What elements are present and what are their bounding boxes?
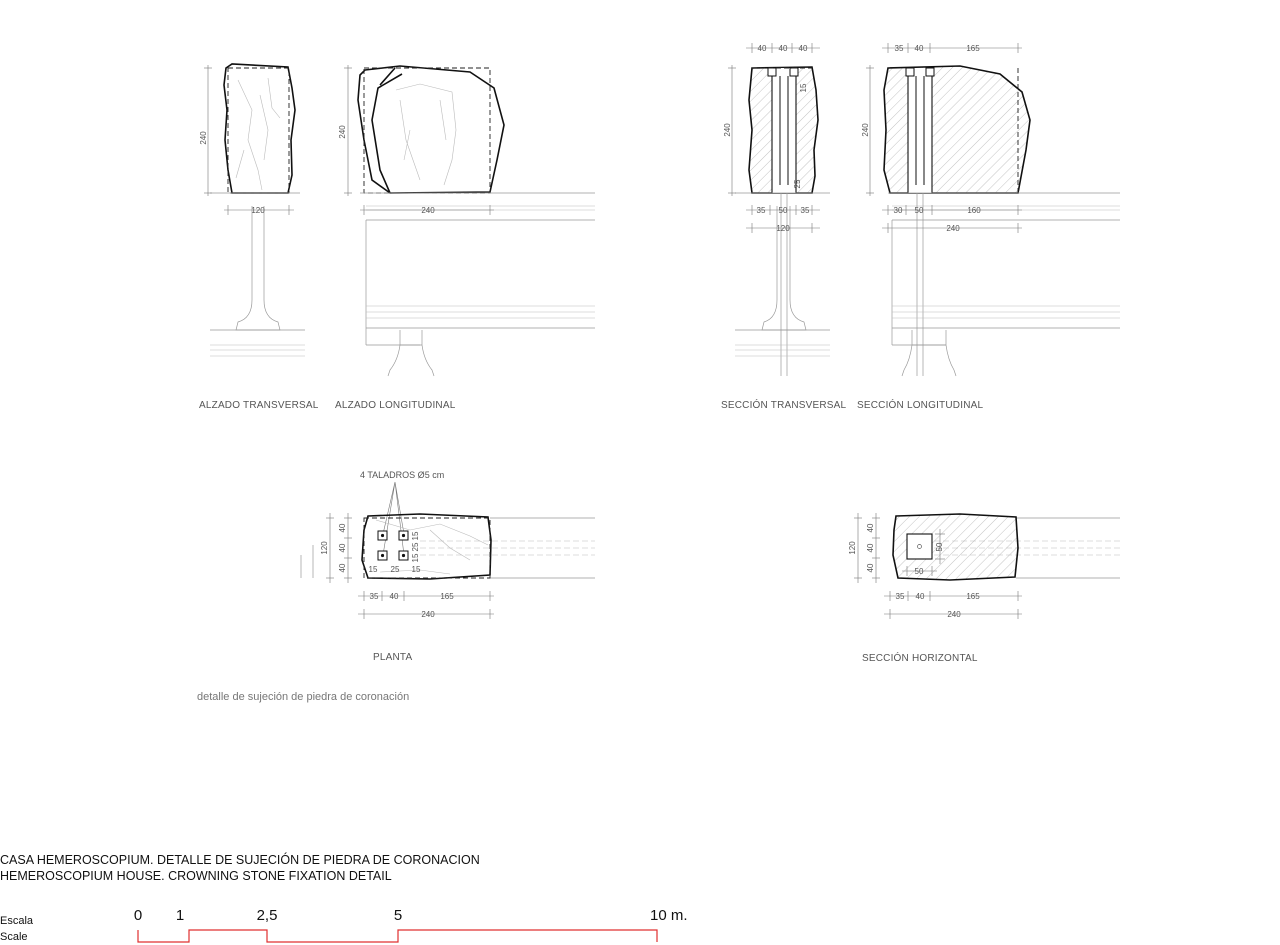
al-width-dim: 240 [421, 206, 435, 215]
pl-inner-dim-3: 15 [411, 565, 421, 574]
planta-view [301, 470, 595, 663]
pl-inner-dim-2: 25 [390, 565, 400, 574]
pl-left-dim-3: 40 [338, 563, 347, 573]
pl-inner-dim-1: 15 [368, 565, 378, 574]
taladros-callout: 4 TALADROS Ø5 cm [360, 470, 445, 480]
sl-total-dim: 240 [946, 224, 960, 233]
st-height-dim: 240 [723, 123, 732, 137]
scale-tick-0: 0 [133, 907, 143, 924]
planta-label: PLANTA [373, 652, 413, 663]
seccion-transversal-view [721, 43, 847, 411]
detail-note: detalle de sujeción de piedra de coronación [197, 691, 410, 703]
al-height-dim: 240 [338, 125, 347, 139]
seccion-horizontal-label: SECCIÓN HORIZONTAL [862, 653, 978, 664]
sl-bottom-dim-3: 160 [967, 206, 981, 215]
title-line-1: CASA HEMEROSCOPIUM. DETALLE DE SUJECIÓN DE PIEDRA DE CORONACION [0, 853, 480, 867]
scale-bar [0, 907, 688, 943]
alzado-transversal-view [199, 64, 319, 411]
sl-top-dim-1: 35 [894, 44, 904, 53]
pl-total-dim: 240 [421, 610, 435, 619]
pl-left-total: 120 [320, 541, 329, 555]
st-top-dim-1: 40 [757, 44, 767, 53]
st-bottom-dim-2: 50 [778, 206, 788, 215]
pl-inner-side-3: 15 [411, 553, 420, 563]
st-bottom-dim-1: 35 [756, 206, 766, 215]
sh-total-dim: 240 [947, 610, 961, 619]
sh-bottom-dim-2: 40 [915, 592, 925, 601]
st-top-dim-2: 40 [778, 44, 788, 53]
at-height-dim: 240 [199, 131, 208, 145]
alzado-longitudinal-view [335, 65, 595, 411]
alzado-transversal-label: ALZADO TRANSVERSAL [199, 400, 319, 411]
sl-bottom-dim-2: 50 [914, 206, 924, 215]
sh-left-dim-2: 40 [866, 543, 875, 553]
sh-bottom-dim-1: 35 [895, 592, 905, 601]
pl-left-dim-1: 40 [338, 523, 347, 533]
sl-height-dim: 240 [861, 123, 870, 137]
title-line-2: HEMEROSCOPIUM HOUSE. CROWNING STONE FIXATION DETAIL [0, 869, 392, 883]
seccion-longitudinal-label: SECCIÓN LONGITUDINAL [857, 400, 984, 411]
scale-label-en: Scale [0, 931, 28, 943]
st-inner-dim: 25 [793, 179, 802, 189]
scale-tick-10: 10 m. [650, 907, 688, 924]
pl-bottom-dim-3: 165 [440, 592, 454, 601]
sl-bottom-dim-1: 30 [893, 206, 903, 215]
pl-bottom-dim-1: 35 [369, 592, 379, 601]
alzado-longitudinal-label: ALZADO LONGITUDINAL [335, 400, 456, 411]
pl-bottom-dim-2: 40 [389, 592, 399, 601]
sh-left-total: 120 [848, 541, 857, 555]
st-bottom-dim-3: 35 [800, 206, 810, 215]
st-top-dims [752, 43, 812, 53]
scale-label-es: Escala [0, 915, 34, 927]
sl-top-dim-3: 165 [966, 44, 980, 53]
seccion-transversal-label: SECCIÓN TRANSVERSAL [721, 400, 847, 411]
pl-inner-side-1: 15 [411, 531, 420, 541]
st-top-dim-3: 40 [798, 44, 808, 53]
sh-inner-w: 50 [914, 567, 924, 576]
seccion-horizontal-view [848, 513, 1120, 664]
sh-bottom-dim-3: 165 [966, 592, 980, 601]
scale-line [138, 930, 657, 942]
st-side-dim: 15 [799, 83, 808, 93]
at-width-dim: 120 [251, 206, 265, 215]
seccion-longitudinal-view [857, 43, 1120, 411]
pl-left-dim-2: 40 [338, 543, 347, 553]
sl-top-dim-2: 40 [914, 44, 924, 53]
sh-left-dim-1: 40 [866, 523, 875, 533]
sh-inner-h: 50 [935, 542, 944, 552]
st-total-dim: 120 [776, 224, 790, 233]
scale-tick-5: 5 [393, 907, 403, 924]
scale-tick-1: 1 [175, 907, 185, 924]
scale-tick-2-5: 2,5 [256, 907, 278, 924]
sh-left-dim-3: 40 [866, 563, 875, 573]
pl-inner-side-2: 25 [411, 542, 420, 552]
